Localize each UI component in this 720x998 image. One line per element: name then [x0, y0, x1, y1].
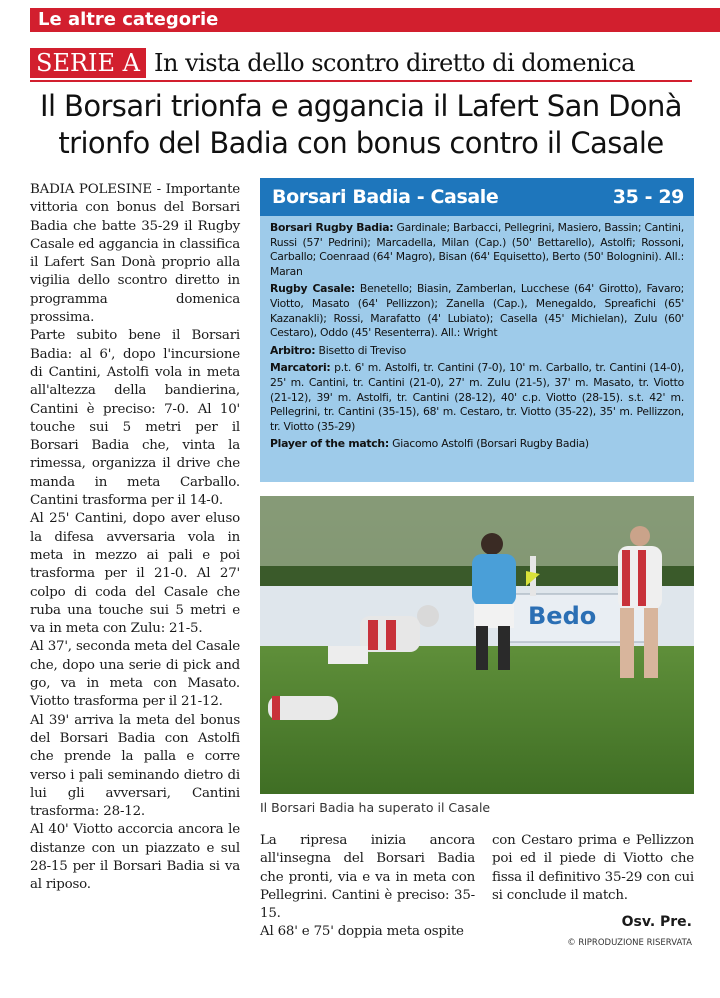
away-lineup	[270, 282, 684, 340]
match-box-header	[260, 178, 694, 216]
article-column-3	[492, 832, 694, 905]
match-title: Borsari Badia - Casale	[272, 185, 499, 208]
headline	[30, 88, 692, 162]
paragraph: Al 68' e 75' doppia meta ospite	[260, 924, 464, 940]
referee-text: Bisetto di Treviso	[318, 343, 406, 357]
paragraph: Parte subito bene il Borsari Badia: al 6', dopo l'incursione di Cantini, Astolfi vola in meta all'altezza della bandierina, Cantini è preciso: 7-0. Al 10' touche sui 5 metri per il Borsari Badia che, vinta la rimessa, organizza il drive che manda in meta Carballo. Cantini trasforma per il 14-0.	[30, 328, 240, 509]
scorers-label: Marcatori:	[270, 361, 331, 375]
paragraph: BADIA POLESINE - Importante vittoria con bonus del Borsari Badia che batte 35-29 il Rugby Casale ed aggancia in classifica il Lafert San Donà proprio alla vigilia dello scontro diretto in programma domenica prossima.	[30, 182, 240, 326]
player-ground	[268, 696, 338, 720]
kicker-text: In vista dello scontro diretto di domenica	[154, 49, 635, 77]
scorers-text: p.t. 6' m. Astolfi, tr. Cantini (7-0), 10' m. Carballo, tr. Cantini (14-0), 25' m. Cantini, tr. Cantini (21-0), 27' m. Zulu (21-5), 37' m. Masato, tr. Viotto (21-12), 39' m. Astolfi, tr. Cantini (28-12), 40' c.p. Viotto (28-15). s.t. 42' m. Pellegrini, tr. Cantini (35-15), 68' m. Cestaro, tr. Viotto (35-22), 35' m. Pellizzon, tr. Viotto (35-29)	[270, 361, 684, 433]
home-lineup	[270, 221, 684, 279]
photo-caption: Il Borsari Badia ha superato il Casale	[260, 800, 491, 815]
match-box	[260, 178, 694, 482]
banner-text: Bedo	[528, 602, 597, 630]
away-lineup-text: Benetello; Biasin, Zamberlan, Lucchese (64' Girotto), Favaro; Viotto, Masato (64' Pellizzon); Zanella (Cap.), Menegaldo, Spreafichi (65' Kazanakli); Rossi, Marafatto (4' Lubiato); Casella (45' Michielan), Zulu (60' Cestaro), Oddo (45' Resenterra). All.: Wright	[270, 282, 684, 340]
article-column-1	[30, 181, 240, 895]
rugby-photo-illustration	[260, 496, 694, 794]
headline-line-2: trionfo del Badia con bonus contro il Casale	[58, 126, 664, 160]
match-photo	[260, 496, 694, 794]
scorers	[270, 361, 684, 434]
match-score: 35 - 29	[612, 185, 684, 208]
paragraph: Al 37', seconda meta del Casale che, dopo una serie di pick and go, va in meta con Masato. Viotto trasforma per il 21-12.	[30, 639, 240, 710]
away-lineup-label: Rugby Casale:	[270, 282, 355, 296]
headline-line-1: Il Borsari trionfa e aggancia il Lafert San Donà	[40, 89, 682, 123]
referee	[270, 344, 684, 359]
kicker	[30, 47, 635, 79]
kicker-rule	[30, 80, 692, 82]
match-box-body	[260, 216, 694, 452]
potm-text: Giacomo Astolfi (Borsari Rugby Badia)	[392, 437, 589, 451]
potm-label: Player of the match:	[270, 437, 389, 451]
home-lineup-text: Gardinale; Barbacci, Pellegrini, Masiero, Bassin; Cantini, Russi (57' Pedrini); Marcadella, Milan (Cap.) (50' Bettarello), Astolfi; Rossoni, Carballo; Coenraad (64' Magro), Bisan (64' Equisetto), Berto (50' Bolognini). All.: Maran	[270, 221, 684, 278]
author-signature: Osv. Pre.	[621, 914, 692, 930]
paragraph: La ripresa inizia ancora all'insegna del Borsari Badia che pronti, via e va in meta con Pellegrini. Cantini è preciso: 35-15.	[260, 833, 475, 922]
section-bar	[30, 8, 720, 32]
paragraph: Al 40' Viotto accorcia ancora le distanze con un piazzato e sul 28-15 per il Borsari Badia si va al riposo.	[30, 822, 240, 893]
paragraph: Al 25' Cantini, dopo aver eluso la difesa avversaria vola in meta in mezzo ai pali e poi trasforma per il 21-0. Al 27' colpo di coda del Casale che ruba una touche sui 5 metri e va in meta con Zulu: 21-5.	[30, 511, 240, 637]
referee-label: Arbitro:	[270, 343, 316, 357]
kicker-tag: SERIE A	[30, 48, 146, 78]
article-column-2	[260, 832, 475, 942]
section-label: Le altre categorie	[38, 9, 219, 30]
copyright-notice: © RIPRODUZIONE RISERVATA	[567, 938, 692, 948]
player-of-match	[270, 437, 684, 452]
home-lineup-label: Borsari Rugby Badia:	[270, 221, 394, 234]
paragraph: con Cestaro prima e Pellizzon poi ed il piede di Viotto che fissa il definitivo 35-29 con cui si conclude il match.	[492, 833, 694, 903]
paragraph: Al 39' arriva la meta del bonus del Borsari Badia con Astolfi che prende la palla e corre verso i pali seminando dietro di lui gli avversari, Cantini trasforma: 28-12.	[30, 712, 240, 820]
